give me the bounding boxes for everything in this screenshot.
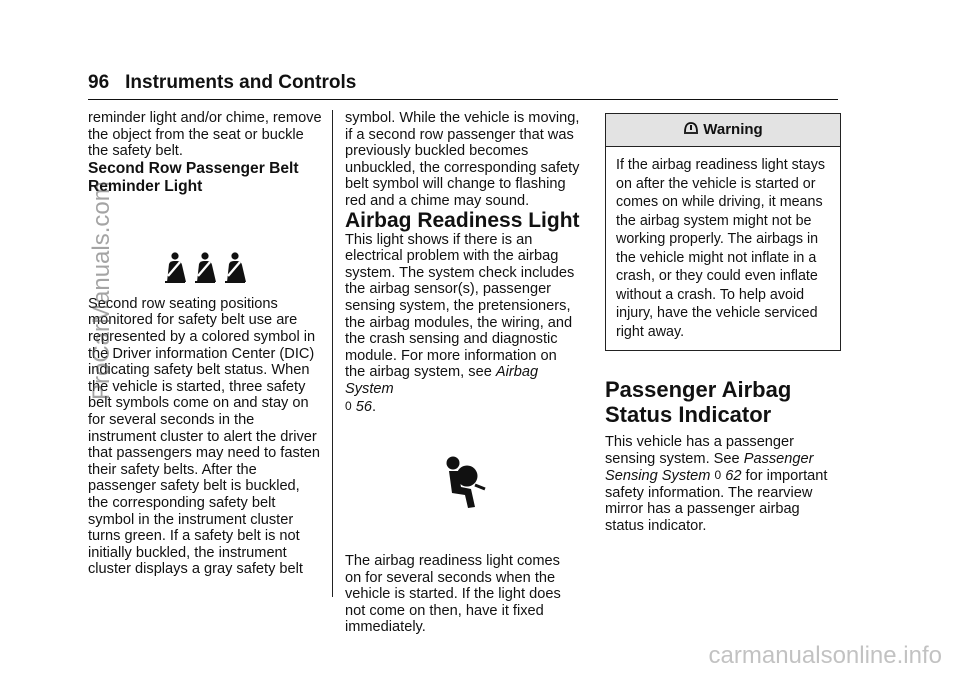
- watermark-left: ProCarManuals.com: [88, 181, 115, 400]
- airbag-readiness-heading: Airbag Readiness Light: [345, 208, 580, 232]
- header-rule: [88, 99, 838, 100]
- airbag-icon: [439, 455, 487, 513]
- passenger-body-end: for important safety information. The rearview mirror has a passenger airbag status indicator.: [605, 468, 828, 534]
- page-number: 96: [88, 72, 110, 93]
- page-ref-arrow: 0: [714, 468, 722, 483]
- page-ref-56[interactable]: 56: [355, 398, 372, 415]
- second-row-belt-heading: Second Row Passenger Belt Reminder Light: [88, 159, 299, 195]
- section-title: Instruments and Controls: [125, 72, 357, 93]
- column-divider: [332, 110, 333, 597]
- watermark-bottom: carmanualsonline.info: [708, 642, 942, 669]
- warning-symbol-icon: [683, 120, 699, 140]
- warning-box: [605, 113, 841, 351]
- passenger-body-text: This vehicle has a passenger sensing system. See: [605, 434, 795, 467]
- column-1: [88, 110, 322, 578]
- warning-title: Warning: [703, 120, 763, 138]
- column2-intro: symbol. While the vehicle is moving, if a second row passenger that was previously buckled becomes unbuckled, the corresponding safety belt symbol will change to flashing red and a chime may sound.: [345, 110, 580, 209]
- page-header: [88, 70, 838, 96]
- seatbelt-icon: [192, 252, 218, 284]
- column-3: [605, 110, 841, 535]
- column1-body: Second row seating positions monitored for safety belt use are represented by a colored symbol in the Driver information Center (DIC) indicating safety belt status. When the vehicle is started, three safety belt symbols come on and stay on for several seconds in the instrument cluster to alert the driver that passengers may need to fasten their safety belts. After the passenger safety belt is buckled, the corresponding safety belt symbol in the instrument cluster turns green. If a safety belt is not initially buckled, the instrument cluster displays a gray safety belt: [88, 295, 321, 578]
- airbag-body-text: This light shows if there is an electrical problem with the airbag system. The system check includes the airbag sensor(s), passenger sensing system, the pretensioners, the airbag modules, the wiring, and the crash sensing and diagnostic module. For more information on the airbag system, see: [345, 231, 575, 381]
- passenger-airbag-heading: Passenger Airbag Status Indicator: [605, 377, 792, 427]
- warning-header: [606, 114, 840, 147]
- airbag-readiness-body: [345, 232, 580, 416]
- page-ref-62[interactable]: 62: [725, 468, 742, 485]
- airbag-system-link[interactable]: Airbag System: [345, 364, 539, 397]
- seatbelt-icon: [162, 252, 188, 284]
- page-ref-arrow: 0: [345, 398, 352, 413]
- column1-intro: reminder light and/or chime, remove the object from the seat or buckle the safety belt.: [88, 110, 322, 160]
- warning-text: If the airbag readiness light stays on after the vehicle is started or comes on while driving, it means the airbag system might not be working properly. The airbags in the vehicle might not inflate in a crash, or they could even inflate without a crash. To help avoid injury, have the vehicle serviced right away.: [616, 157, 826, 340]
- sentence-end: .: [371, 398, 377, 415]
- airbag-icon-wrap: [345, 415, 580, 553]
- passenger-airbag-body: [605, 434, 841, 535]
- airbag-after-icon: The airbag readiness light comes on for several seconds when the vehicle is started. If the light does not come on then, have it fixed immediately.: [345, 553, 561, 636]
- passenger-sensing-link[interactable]: Passenger Sensing System: [605, 450, 814, 485]
- seatbelt-icons: [88, 196, 322, 296]
- seatbelt-icon: [222, 252, 248, 284]
- column-2: [345, 110, 580, 636]
